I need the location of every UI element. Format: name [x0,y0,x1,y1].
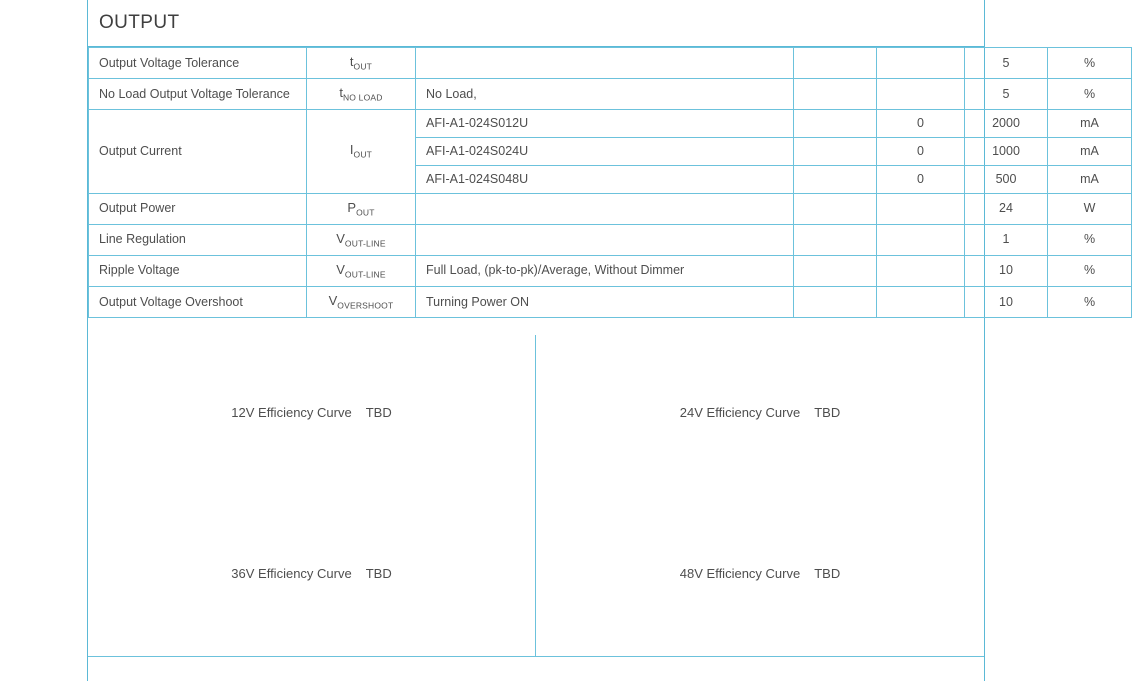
curve-label-24v: 24V Efficiency Curve [679,405,801,420]
cell-symbol [307,110,416,194]
cell-typ [877,79,965,110]
curve-label-48v: 48V Efficiency Curve [679,566,801,581]
cell-symbol [307,224,416,255]
table-row [89,48,1132,79]
cell-unit: % [1048,224,1132,255]
cell-parameter: Output Voltage Tolerance [89,48,307,79]
cell-unit: mA [1048,138,1132,166]
cell-typ: 0 [877,110,965,138]
cell-condition: AFI-A1-024S012U [416,110,794,138]
cell-condition: No Load, [416,79,794,110]
cell-parameter: Output Power [89,193,307,224]
symbol-sub: OUT [353,150,373,160]
curve-value-24v: TBD [814,405,841,420]
page-title: OUTPUT [99,12,180,33]
cell-typ: 0 [877,165,965,193]
table-row [89,110,1132,138]
cell-symbol [307,286,416,317]
symbol-main: I [349,142,354,158]
cell-max: 500 [965,165,1048,193]
cell-parameter: Line Regulation [89,224,307,255]
symbol-main: P [347,199,357,215]
cell-condition: AFI-A1-024S024U [416,138,794,166]
cell-min [794,110,877,138]
cell-condition [416,224,794,255]
cell-max: 1000 [965,138,1048,166]
cell-symbol [307,255,416,286]
cell-min [794,193,877,224]
cell-max: 10 [965,255,1048,286]
curve-placeholder-48v [536,566,984,581]
curve-value-36v: TBD [365,566,392,581]
symbol-main: V [336,230,345,246]
curves-column-right [536,335,984,656]
cell-min [794,224,877,255]
symbol-sub: OUT-LINE [344,238,386,249]
cell-parameter: Output Voltage Overshoot [89,286,307,317]
cell-unit: W [1048,193,1132,224]
cell-unit: % [1048,286,1132,317]
cell-max: 2000 [965,110,1048,138]
symbol-sub: OUT [353,61,373,72]
symbol-main: V [328,292,338,308]
cell-symbol [307,193,416,224]
curve-value-48v: TBD [814,566,841,581]
cell-max: 1 [965,224,1048,255]
cell-parameter: Output Current [89,110,307,194]
cell-typ [877,286,965,317]
cell-min [794,286,877,317]
curve-label-36v: 36V Efficiency Curve [231,566,352,581]
section-header [88,0,984,47]
table-row [89,286,1132,317]
symbol-main: t [349,54,354,69]
cell-condition: AFI-A1-024S048U [416,165,794,193]
curves-column-left [88,335,536,656]
cell-typ [877,48,965,79]
curve-value-12v: TBD [365,405,392,420]
cell-condition: Turning Power ON [416,286,794,317]
cell-condition [416,193,794,224]
curve-placeholder-12v [88,405,535,420]
bottom-divider [88,656,984,657]
cell-max: 5 [965,79,1048,110]
cell-max: 5 [965,48,1048,79]
cell-min [794,138,877,166]
table-row [89,255,1132,286]
table-row [89,193,1132,224]
cell-max: 24 [965,193,1048,224]
symbol-sub: OUT [356,207,375,218]
curve-placeholder-36v [88,566,535,581]
curve-label-12v: 12V Efficiency Curve [231,405,352,420]
cell-parameter: Ripple Voltage [89,255,307,286]
symbol-sub: OVERSHOOT [337,300,394,311]
efficiency-curves-area [88,335,984,656]
curve-placeholder-24v [536,405,984,420]
cell-parameter: No Load Output Voltage Tolerance [89,79,307,110]
cell-condition [416,48,794,79]
symbol-main: V [336,261,345,277]
cell-unit: % [1048,255,1132,286]
cell-typ [877,193,965,224]
cell-max: 10 [965,286,1048,317]
cell-condition: Full Load, (pk-to-pk)/Average, Without Dimmer [416,255,794,286]
symbol-sub: OUT-LINE [344,269,386,280]
table-row [89,224,1132,255]
cell-unit: % [1048,48,1132,79]
cell-min [794,79,877,110]
symbol-main: t [339,85,343,101]
cell-min [794,255,877,286]
cell-min [794,165,877,193]
cell-symbol [307,48,416,79]
cell-typ [877,255,965,286]
table-row [89,79,1132,110]
cell-unit: mA [1048,165,1132,193]
cell-typ: 0 [877,138,965,166]
cell-symbol [307,79,416,110]
symbol-sub: NO LOAD [342,92,383,103]
cell-unit: mA [1048,110,1132,138]
output-spec-table [88,47,1132,318]
cell-min [794,48,877,79]
cell-unit: % [1048,79,1132,110]
cell-typ [877,224,965,255]
